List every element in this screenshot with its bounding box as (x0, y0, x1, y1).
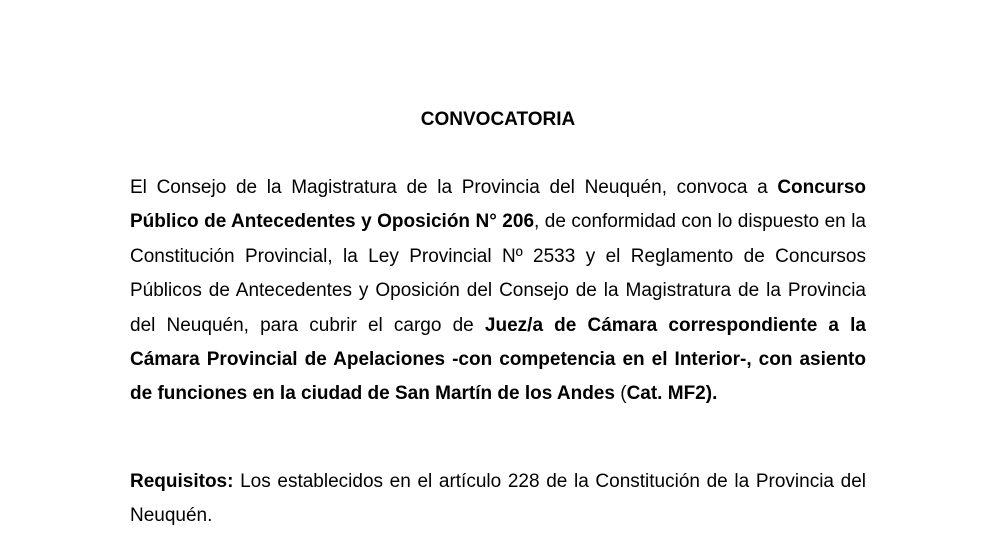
requirements-section (130, 446, 866, 553)
position-category: Cat. MF2). (626, 383, 718, 405)
paragraph-middle: , de conformidad con lo dispuesto en la Constitución Provincial, la Ley Provincial Nº 2533 y el Reglamento de Concursos Públicos de Antecedentes y Oposición del Consejo de la Magistratura de la Provincia del Neuquén, para cubrir el cargo de (130, 211, 866, 336)
convocation-text (130, 171, 866, 412)
convocation-paragraph (130, 171, 866, 412)
requirements-label: Requisitos: (130, 471, 234, 492)
paragraph-intro: El Consejo de la Magistratura de la Provincia del Neuquén, convoca a (130, 177, 778, 198)
paragraph-open-paren: ( (614, 383, 627, 405)
requirements-text (130, 465, 866, 534)
requirements-description: Los establecidos en el artículo 228 de la Constitución de la Provincia del Neuquén. (130, 471, 866, 527)
contest-name: Concurso Público de Antecedentes y Oposición N° 206 (130, 177, 866, 233)
document-title: CONVOCATORIA (420, 109, 576, 130)
position-title: Juez/a de Cámara correspondiente a la Cámara Provincial de Apelaciones -con competencia en el Interior-, con asiento de funciones en la ciudad de San Martín de los Andes (130, 314, 867, 405)
